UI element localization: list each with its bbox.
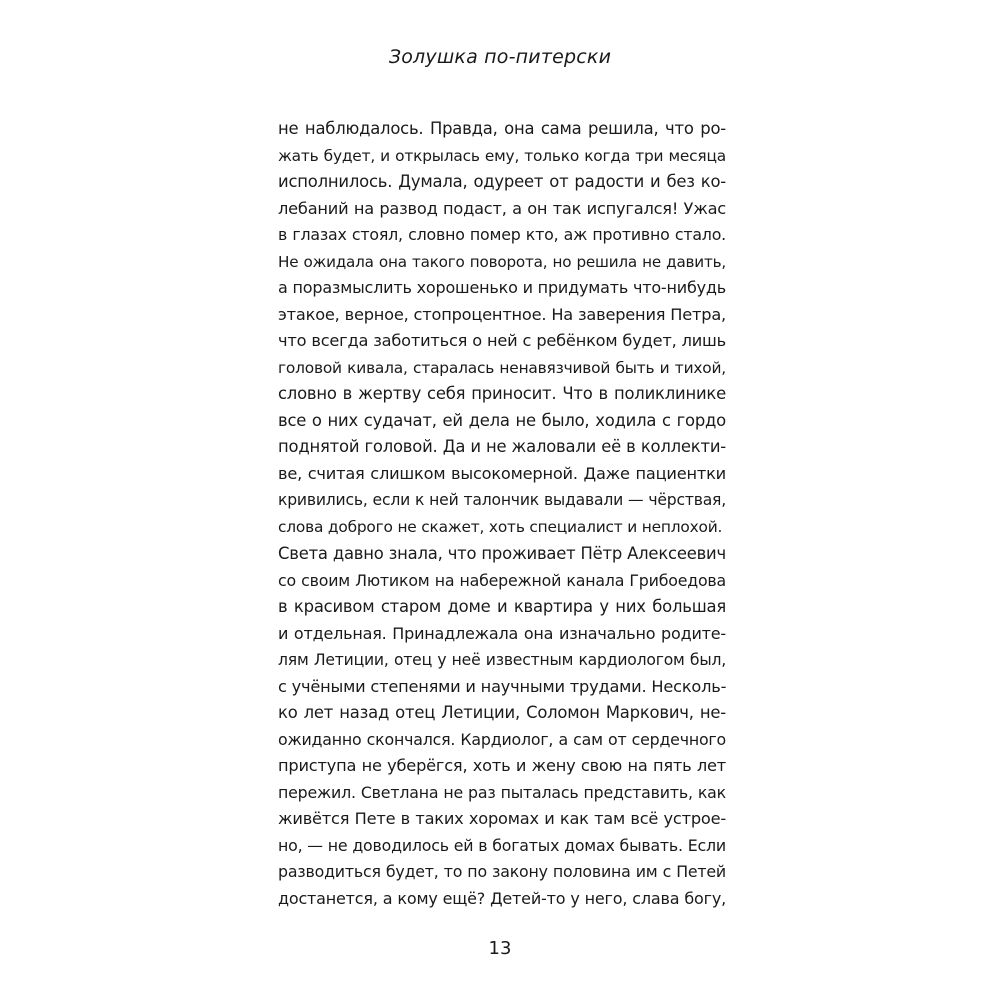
text-line: лебаний на развод подаст, а он так испугался! Ужас — [278, 198, 726, 218]
text-line: и отдельная. Принадлежала она изначально родите- — [278, 623, 726, 643]
text-line: что всегда заботиться о ней с ребёнком будет, лишь — [278, 331, 726, 350]
text-line: слова доброго не скажет, хоть специалист и неплохой. — [278, 517, 723, 536]
text-line: приступа не уберёгся, хоть и жену свою на пять лет — [278, 756, 726, 775]
text-line: Не ожидала она такого поворота, но решила не давить, — [278, 252, 726, 271]
text-line: разводиться будет, то по закону половина им с Петей — [278, 862, 726, 881]
text-line: ко лет назад отец Летиции, Соломон Маркович, не- — [278, 703, 726, 722]
text-line: а поразмыслить хорошенько и придумать что-нибудь — [278, 278, 726, 297]
text-line: ве, считая слишком высокомерной. Даже пациентки — [278, 463, 726, 483]
text-line: с учёными степенями и научными трудами. Несколь- — [278, 676, 727, 696]
running-title: Золушка по-питерски — [388, 46, 612, 68]
text-line: все о них судачат, ей дела не было, ходила с гордо — [278, 410, 726, 430]
text-line: пережил. Светлана не раз пыталась представить, как — [278, 782, 726, 802]
text-line: живётся Пете в таких хоромах и как там всё устрое- — [278, 809, 726, 828]
text-line: ожиданно скончался. Кардиолог, а сам от сердечного — [278, 729, 726, 749]
text-line: в глазах стоял, словно помер кто, аж противно стало. — [278, 225, 726, 244]
text-line: исполнилось. Думала, одуреет от радости и без ко- — [278, 172, 726, 191]
text-line: но, — не доводилось ей в богатых домах бывать. Если — [278, 835, 726, 855]
text-line: словно в жертву себя приносит. Что в поликлинике — [278, 384, 726, 403]
text-line: достанется, а кому ещё? Детей-то у него, слава богу, — [278, 888, 726, 908]
text-line: в красивом старом доме и квартира у них большая — [278, 597, 726, 616]
text-line: Света давно знала, что проживает Пётр Алексеевич — [278, 544, 726, 563]
text-line: головой кивала, старалась ненавязчивой быть и тихой, — [278, 358, 726, 377]
page-number: 13 — [488, 938, 512, 959]
paragraph-2 — [278, 541, 726, 912]
paragraph-1 — [278, 116, 726, 540]
text-line: жать будет, и открылась ему, только когда три месяца — [278, 146, 726, 165]
text-line: лям Летиции, отец у неё известным кардиологом был, — [278, 651, 726, 669]
text-line: кривились, если к ней талончик выдавали — чёрствая, — [278, 491, 726, 509]
text-line: со своим Лютиком на набережной канала Грибоедова — [278, 570, 726, 590]
text-line: этакое, верное, стопроцентное. На заверения Петра, — [278, 304, 726, 324]
text-line: не наблюдалось. Правда, она сама решила, что ро- — [278, 119, 726, 138]
text-line: поднятой головой. Да и не жаловали её в коллекти- — [278, 437, 726, 456]
